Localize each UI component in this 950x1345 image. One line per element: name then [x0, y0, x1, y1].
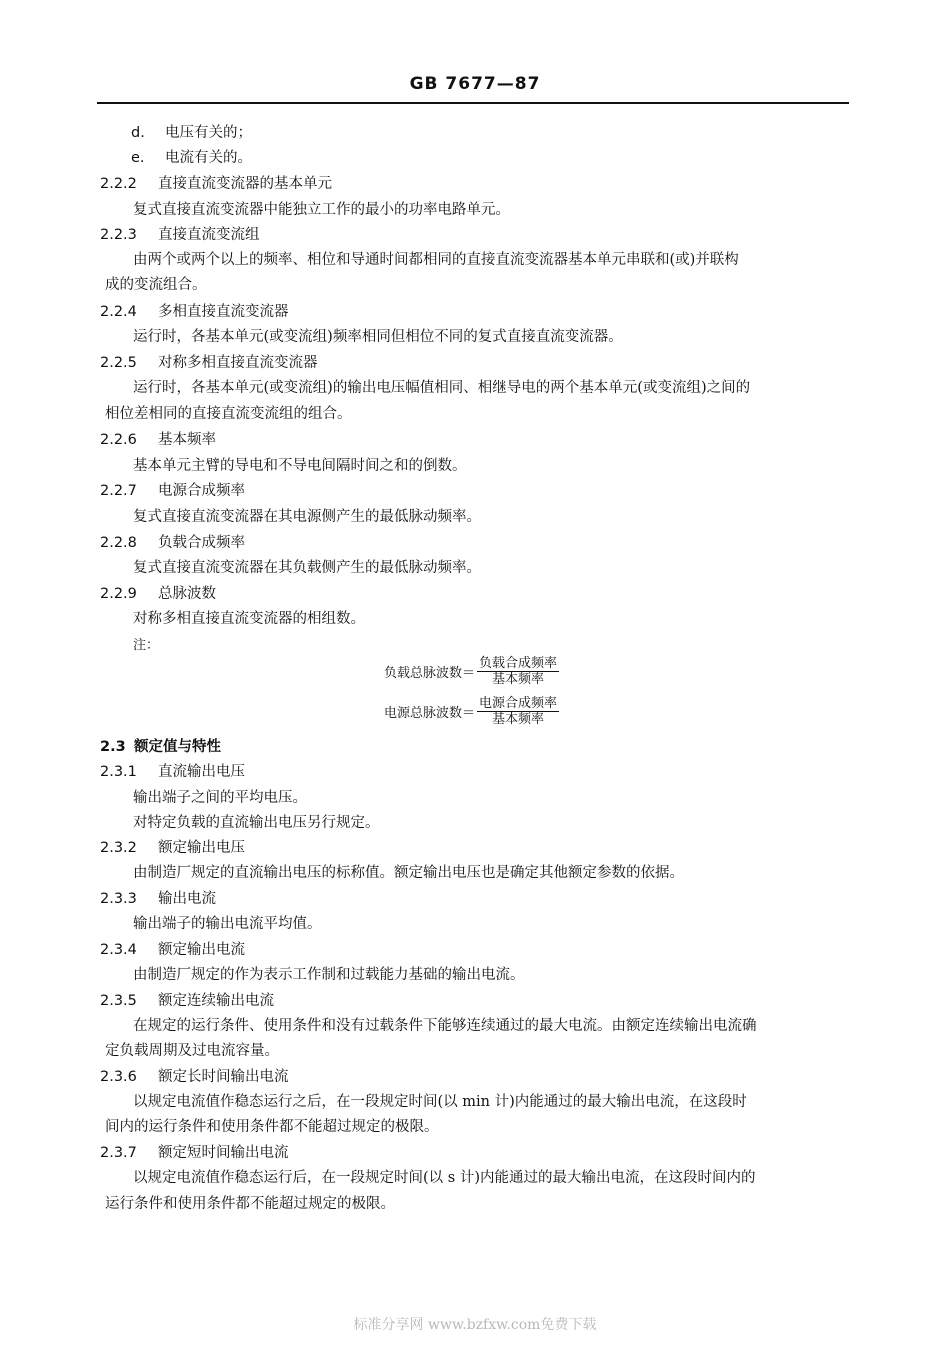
- header-rule: [97, 102, 849, 104]
- section-number: 2.3.4: [100, 942, 137, 958]
- paragraph-line: 对特定负载的直流输出电压另行规定。: [133, 815, 380, 831]
- section-title: 总脉波数: [158, 586, 216, 602]
- paragraph-line: 运行时，各基本单元(或变流组)的输出电压幅值相同、相继导电的两个基本单元(或变流组)之间的: [133, 380, 751, 396]
- paragraph-line: 相位差相同的直接直流变流组的组合。: [105, 406, 352, 422]
- section-number: 2.3: [100, 739, 126, 755]
- fraction: [477, 696, 559, 727]
- section-number: 2.3.6: [100, 1069, 137, 1085]
- section-number: 2.2.4: [100, 304, 137, 320]
- paragraph-line: 基本单元主臂的导电和不导电间隔时间之和的倒数。: [133, 458, 467, 474]
- paragraph-line: 间内的运行条件和使用条件都不能超过规定的极限。: [105, 1119, 439, 1135]
- paragraph-line: 在规定的运行条件、使用条件和没有过载条件下能够连续通过的最大电流。由额定连续输出电流确: [133, 1018, 757, 1034]
- section-number: 2.2.3: [100, 227, 137, 243]
- item-text: 电压有关的；: [165, 125, 252, 141]
- section-title: 基本频率: [158, 432, 216, 448]
- section-title: 额定长时间输出电流: [158, 1069, 289, 1085]
- paragraph-line: 对称多相直接直流变流器的相组数。: [133, 611, 365, 627]
- section-title: 输出电流: [158, 891, 216, 907]
- section-heading: [100, 430, 216, 450]
- fraction-numerator: 负载合成频率: [479, 656, 558, 671]
- section-heading: [100, 991, 274, 1011]
- section-heading: [100, 762, 245, 782]
- section-heading: [100, 737, 221, 757]
- section-heading: [100, 940, 245, 960]
- list-item: [131, 148, 252, 168]
- paragraph-line: 以规定电流值作稳态运行之后，在一段规定时间(以 min 计)内能通过的最大输出电流，在这段时: [133, 1094, 747, 1110]
- section-heading: [100, 302, 289, 322]
- note-label: 注：: [133, 638, 160, 653]
- paragraph-line: 复式直接直流变流器中能独立工作的最小的功率电路单元。: [133, 202, 510, 218]
- paragraph-line: 运行条件和使用条件都不能超过规定的极限。: [105, 1196, 395, 1212]
- section-title: 额定输出电压: [158, 840, 245, 856]
- section-heading: [100, 1067, 289, 1087]
- paragraph-line: 定负载周期及过电流容量。: [105, 1043, 279, 1059]
- paragraph-line: 输出端子的输出电流平均值。: [133, 916, 322, 932]
- section-number: 2.2.6: [100, 432, 137, 448]
- formula-lhs: 负载总脉波数＝: [384, 666, 476, 681]
- formula-lhs: 电源总脉波数＝: [384, 706, 476, 721]
- section-title: 直接直流变流器的基本单元: [158, 176, 332, 192]
- section-number: 2.2.9: [100, 586, 137, 602]
- section-heading: [100, 838, 245, 858]
- paragraph-line: 复式直接直流变流器在其负载侧产生的最低脉动频率。: [133, 560, 481, 576]
- paragraph-line: 运行时，各基本单元(或变流组)频率相同但相位不同的复式直接直流变流器。: [133, 329, 623, 345]
- section-heading: [100, 584, 216, 604]
- section-title: 直流输出电压: [158, 764, 245, 780]
- section-number: 2.3.3: [100, 891, 137, 907]
- section-title: 额定连续输出电流: [158, 993, 274, 1009]
- fraction-numerator: 电源合成频率: [479, 696, 558, 711]
- section-heading: [100, 1143, 289, 1163]
- section-number: 2.3.5: [100, 993, 137, 1009]
- fraction: [477, 656, 559, 687]
- section-number: 2.2.5: [100, 355, 137, 371]
- section-number: 2.3.7: [100, 1145, 137, 1161]
- formula-source-pulse-number: [384, 696, 559, 727]
- section-heading: [100, 174, 332, 194]
- paragraph-line: 由两个或两个以上的频率、相位和导通时间都相同的直接直流变流器基本单元串联和(或)并联构: [133, 252, 739, 268]
- formula-load-pulse-number: [384, 656, 559, 687]
- footer-watermark: 标准分享网 www.bzfxw.com免费下载: [353, 1317, 597, 1333]
- section-heading: [100, 481, 245, 501]
- section-title: 多相直接直流变流器: [158, 304, 289, 320]
- item-marker: d.: [131, 125, 145, 141]
- section-title: 额定输出电流: [158, 942, 245, 958]
- paragraph-line: 以规定电流值作稳态运行后，在一段规定时间(以 s 计)内能通过的最大输出电流，在这段时间内的: [133, 1170, 756, 1186]
- section-title: 额定值与特性: [134, 738, 221, 755]
- list-item: [131, 123, 252, 143]
- fraction-denominator: 基本频率: [492, 712, 545, 727]
- section-heading: [100, 533, 245, 553]
- section-title: 对称多相直接直流变流器: [158, 355, 318, 371]
- item-marker: e.: [131, 150, 145, 166]
- fraction-denominator: 基本频率: [492, 672, 545, 687]
- section-number: 2.2.8: [100, 535, 137, 551]
- section-title: 负载合成频率: [158, 535, 245, 551]
- section-number: 2.3.1: [100, 764, 137, 780]
- standard-number-header: GB 7677—87: [409, 74, 541, 94]
- paragraph-line: 输出端子之间的平均电压。: [133, 790, 307, 806]
- paragraph-line: 复式直接直流变流器在其电源侧产生的最低脉动频率。: [133, 509, 481, 525]
- paragraph-line: 由制造厂规定的作为表示工作制和过载能力基础的输出电流。: [133, 967, 525, 983]
- section-title: 额定短时间输出电流: [158, 1145, 289, 1161]
- section-number: 2.2.2: [100, 176, 137, 192]
- section-title: 直接直流变流组: [158, 227, 260, 243]
- section-title: 电源合成频率: [158, 483, 245, 499]
- section-number: 2.2.7: [100, 483, 137, 499]
- item-text: 电流有关的。: [165, 150, 252, 166]
- paragraph-line: 成的变流组合。: [105, 277, 207, 293]
- paragraph-line: 由制造厂规定的直流输出电压的标称值。额定输出电压也是确定其他额定参数的依据。: [133, 865, 684, 881]
- section-number: 2.3.2: [100, 840, 137, 856]
- section-heading: [100, 353, 318, 373]
- section-heading: [100, 889, 216, 909]
- section-heading: [100, 225, 260, 245]
